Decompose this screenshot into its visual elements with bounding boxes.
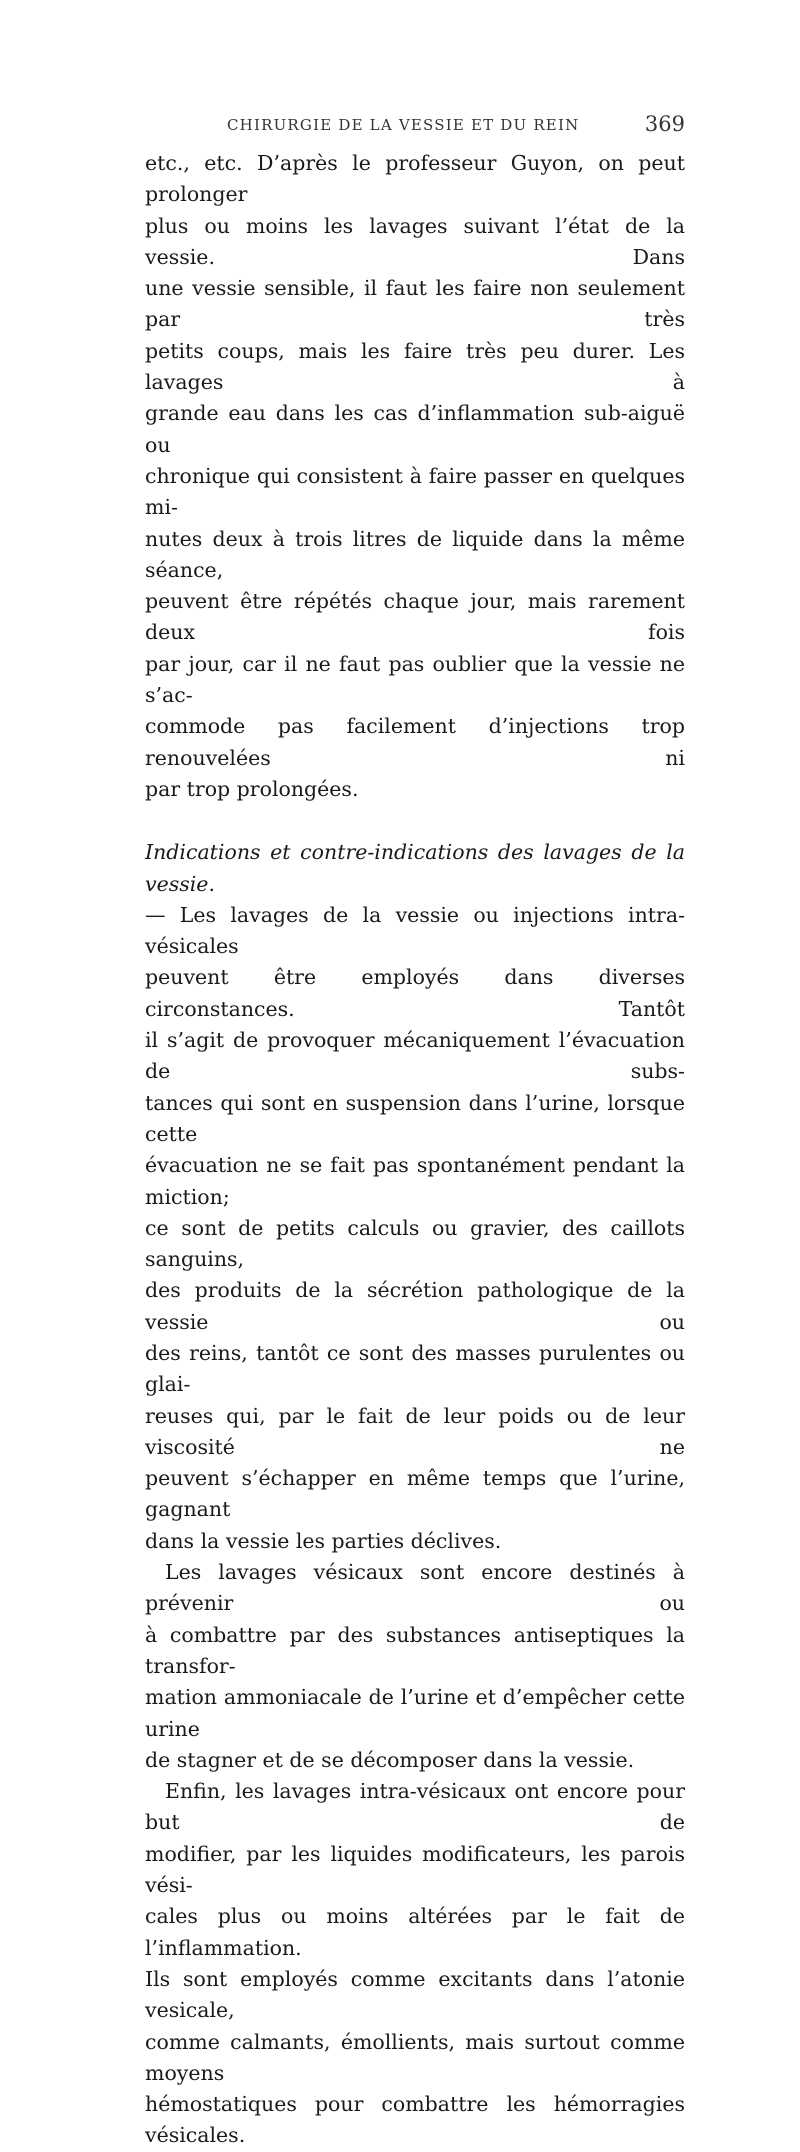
text-line: plus ou moins les lavages suivant l’état de la vessie. Dans bbox=[145, 213, 685, 269]
section-heading-line bbox=[145, 837, 685, 900]
text-line: à combattre par des substances antiseptiques la transfor- bbox=[145, 1622, 685, 1678]
text-line: dans la vessie les parties déclives. bbox=[145, 1528, 502, 1553]
text-line-indented bbox=[145, 1557, 685, 1620]
text-line: par jour, car il ne faut pas oublier que la vessie ne s’ac- bbox=[145, 651, 685, 708]
text-line: une vessie sensible, il faut les faire non seulement par très bbox=[145, 276, 685, 332]
text-line: des produits de la sécrétion pathologique de la vessie ou bbox=[145, 1278, 685, 1334]
text-line: commode pas facilement d’injections trop renouvelées ni bbox=[145, 714, 685, 770]
paragraph-continuation bbox=[145, 148, 685, 805]
paragraph-indications bbox=[145, 837, 685, 1557]
text-line: modifier, par les liquides modificateurs, les parois vési- bbox=[145, 1841, 685, 1898]
text-line: grande eau dans les cas d’inflammation sub-aiguë ou bbox=[145, 401, 685, 457]
text-line: Les lavages vésicaux sont encore destinés à prévenir ou bbox=[145, 1560, 685, 1616]
text-line: peuvent être répétés chaque jour, mais rarement deux fois bbox=[145, 589, 685, 645]
section-heading: Indications et contre-indications des lavages de la vessie. bbox=[145, 840, 685, 896]
paragraph-antiseptic bbox=[145, 1557, 685, 1776]
text-line: cales plus ou moins altérées par le fait de l’inflammation. bbox=[145, 1904, 685, 1960]
text-line: chronique qui consistent à faire passer en quelques mi- bbox=[145, 463, 685, 520]
paragraph-gap bbox=[145, 805, 685, 837]
running-head bbox=[145, 112, 685, 140]
paragraph-hemostatic bbox=[145, 1776, 685, 2152]
text-line: — Les lavages de la vessie ou injections intra-vésicales bbox=[145, 902, 685, 959]
text-line: peuvent s’échapper en même temps que l’urine, gagnant bbox=[145, 1466, 685, 1522]
text-line-indented bbox=[145, 1776, 685, 1839]
text-line: Enfin, les lavages intra-vésicaux ont encore pour but de bbox=[145, 1779, 685, 1835]
text-line: petits coups, mais les faire très peu durer. Les lavages à bbox=[145, 338, 685, 395]
page-number: 369 bbox=[644, 112, 685, 136]
text-line: nutes deux à trois litres de liquide dans la même séance, bbox=[145, 526, 685, 582]
text-line: hémostatiques pour combattre les hémorragies vésicales. bbox=[145, 2092, 685, 2148]
text-line: ce sont de petits calculs ou gravier, des caillots sanguins, bbox=[145, 1215, 685, 1272]
text-line: des reins, tantôt ce sont des masses purulentes ou glai- bbox=[145, 1340, 685, 1397]
text-line: peuvent être employés dans diverses circonstances. Tantôt bbox=[145, 965, 685, 1021]
text-line: par trop prolongées. bbox=[145, 776, 359, 801]
text-line: comme calmants, émollients, mais surtout comme moyens bbox=[145, 2029, 685, 2085]
text-line: reuses qui, par le fait de leur poids ou de leur viscosité ne bbox=[145, 1403, 685, 1459]
text-line: de stagner et de se décomposer dans la vessie. bbox=[145, 1747, 635, 1772]
text-line: évacuation ne se fait pas spontanément pendant la miction; bbox=[145, 1153, 685, 1209]
running-title: CHIRURGIE DE LA VESSIE ET DU REIN bbox=[227, 116, 580, 134]
text-line: etc., etc. D’après le professeur Guyon, on peut prolonger bbox=[145, 151, 685, 207]
text-line: mation ammoniacale de l’urine et d’empêcher cette urine bbox=[145, 1685, 685, 1741]
body-text bbox=[145, 148, 685, 2152]
text-line: tances qui sont en suspension dans l’urine, lorsque cette bbox=[145, 1090, 685, 1146]
text-line: Ils sont employés comme excitants dans l’atonie vesicale, bbox=[145, 1966, 685, 2023]
text-line: il s’agit de provoquer mécaniquement l’évacuation de subs- bbox=[145, 1028, 685, 1084]
